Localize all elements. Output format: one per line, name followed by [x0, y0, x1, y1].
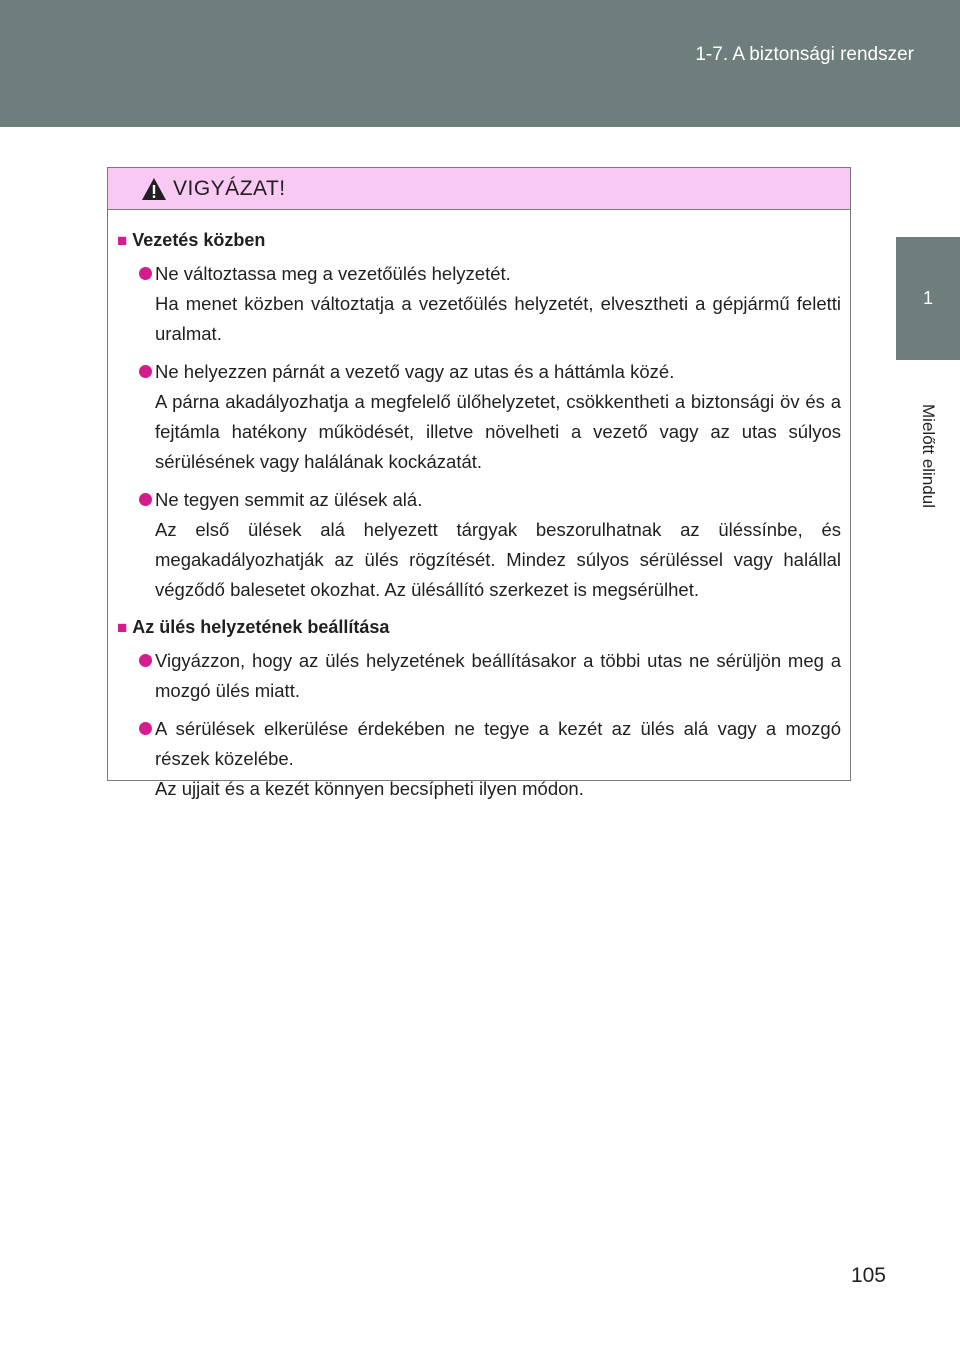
item-detail: Az ujjait és a kezét könnyen becsípheti ilyen módon.: [155, 778, 584, 799]
section-heading: ■ Az ülés helyzetének beállítása: [117, 617, 390, 637]
list-item: [117, 714, 841, 804]
bullet-icon: [139, 267, 152, 280]
warning-body: [108, 210, 850, 804]
chapter-tab-number: 1: [896, 237, 960, 360]
page-number: 105: [850, 1264, 886, 1287]
item-detail: Ha menet közben változtatja a vezetőülés helyzetét, elvesztheti a gépjármű feletti uralmat.: [155, 293, 841, 344]
section-title: 1-7. A biztonsági rendszer: [695, 44, 914, 65]
item-detail: A párna akadályozhatja a megfelelő ülőhelyzetet, csökkentheti a biztonsági öv és a fejtámla hatékony működését, illetve növelheti a vezető vagy az utas súlyos sérülésének vagy halálának kockázatát.: [155, 391, 841, 472]
item-detail: Az első ülések alá helyezett tárgyak beszorulhatnak az üléssínbe, és megakadályozhatják az ülés rögzítését. Mindez súlyos sérüléssel vagy halállal végződő balesetet okozhat. Az ülésállító szerkezet is megsérülhet.: [155, 519, 841, 600]
bullet-icon: [139, 493, 152, 506]
item-lead: Ne helyezzen párnát a vezető vagy az utas és a háttámla közé.: [155, 361, 675, 382]
header-bar: [0, 0, 960, 127]
item-lead: Ne változtassa meg a vezetőülés helyzetét.: [155, 263, 511, 284]
item-lead: Vigyázzon, hogy az ülés helyzetének beállításakor a többi utas ne sérüljön meg a mozgó ülés miatt.: [155, 650, 841, 701]
section-heading: ■ Vezetés közben: [117, 230, 266, 250]
bullet-icon: [139, 365, 152, 378]
list-item: [117, 259, 841, 349]
bullet-icon: [139, 722, 152, 735]
item-lead: A sérülések elkerülése érdekében ne tegye a kezét az ülés alá vagy a mozgó részek közelébe.: [155, 718, 841, 769]
square-bullet-icon: ■: [117, 231, 128, 250]
warning-triangle-icon: [141, 177, 167, 201]
square-bullet-icon: ■: [117, 618, 128, 637]
warning-title: VIGYÁZAT!: [173, 176, 286, 200]
chapter-title: Mielőtt elindul: [919, 404, 939, 508]
warning-header: [108, 168, 850, 210]
list-item: [117, 485, 841, 605]
item-lead: Ne tegyen semmit az ülések alá.: [155, 489, 423, 510]
bullet-icon: [139, 654, 152, 667]
list-item: [117, 357, 841, 477]
list-item: [117, 646, 841, 706]
warning-box: [107, 167, 851, 799]
chapter-tab-title: [896, 360, 960, 552]
